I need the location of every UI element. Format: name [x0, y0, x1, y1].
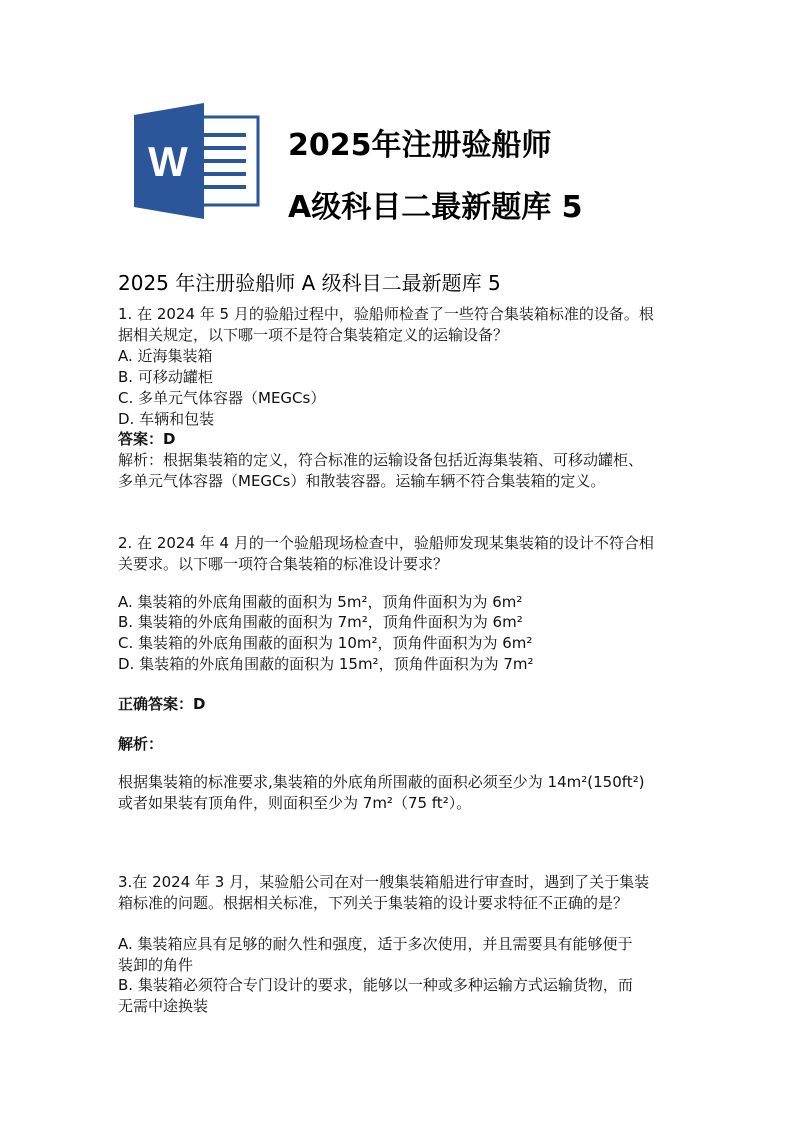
- q2-option-d: D. 集装箱的外底角围蔽的面积为 15m²，顶角件面积为为 7m²: [118, 655, 534, 673]
- q1-explanation: 解析：根据集装箱的定义，符合标准的运输设备包括近海集装箱、可移动罐柜、: [118, 451, 644, 469]
- q1-text: 据相关规定，以下哪一项不是符合集装箱定义的运输设备？: [118, 326, 509, 344]
- q3-text: 箱标准的问题。根据相关标准，下列关于集装箱的设计要求特征不正确的是？: [118, 894, 629, 912]
- q2-explanation: 根据集装箱的标准要求,集装箱的外底角所围蔽的面积必须至少为 14m²(150ft²): [118, 773, 645, 791]
- q2-explanation: 或者如果装有顶角件，则面积至少为 7m²（75 ft²）。: [118, 794, 472, 812]
- q3-option-a-cont: 装卸的角件: [118, 956, 194, 974]
- q3-option-a: A. 集装箱应具有足够的耐久性和强度，适于多次使用，并且需要具有能够便于: [118, 935, 633, 953]
- q1-answer: 答案：D: [118, 430, 176, 448]
- q2-option-a: A. 集装箱的外底角围蔽的面积为 5m²，顶角件面积为为 6m²: [118, 593, 523, 611]
- q3-option-b-cont: 无需中途换装: [118, 997, 209, 1015]
- svg-text:W: W: [148, 138, 188, 185]
- cover-title-line2: A级科目二最新题库 5: [288, 190, 583, 225]
- q1-explanation: 多单元气体容器（MEGCs）和散装容器。运输车辆不符合集装箱的定义。: [118, 472, 606, 490]
- cover-title-line1: 2025年注册验船师: [288, 128, 552, 163]
- q2-text: 2. 在 2024 年 4 月的一个验船现场检查中，验船师发现某集装箱的设计不符合相: [118, 534, 654, 552]
- q1-option-a: A. 近海集装箱: [118, 347, 213, 365]
- q2-answer: 正确答案：D: [118, 695, 206, 713]
- q1-option-b: B. 可移动罐柜: [118, 368, 213, 386]
- q2-option-b: B. 集装箱的外底角围蔽的面积为 7m²，顶角件面积为为 6m²: [118, 613, 523, 631]
- q1-option-c: C. 多单元气体容器（MEGCs）: [118, 389, 326, 407]
- doc-title: 2025 年注册验船师 A 级科目二最新题库 5: [118, 271, 501, 295]
- q2-text: 关要求。以下哪一项符合集装箱的标准设计要求？: [118, 555, 449, 573]
- q1-option-d: D. 车辆和包装: [118, 410, 215, 428]
- q3-text: 3.在 2024 年 3 月，某验船公司在对一艘集装箱船进行审查时，遇到了关于集装: [118, 873, 650, 891]
- q2-explanation-label: 解析：: [118, 735, 164, 753]
- q3-option-b: B. 集装箱必须符合专门设计的要求，能够以一种或多种运输方式运输货物，而: [118, 976, 633, 994]
- q1-text: 1. 在 2024 年 5 月的验船过程中，验船师检查了一些符合集装箱标准的设备。根: [118, 305, 654, 323]
- q2-option-c: C. 集装箱的外底角围蔽的面积为 10m²，顶角件面积为为 6m²: [118, 634, 533, 652]
- word-logo-icon: [134, 103, 261, 219]
